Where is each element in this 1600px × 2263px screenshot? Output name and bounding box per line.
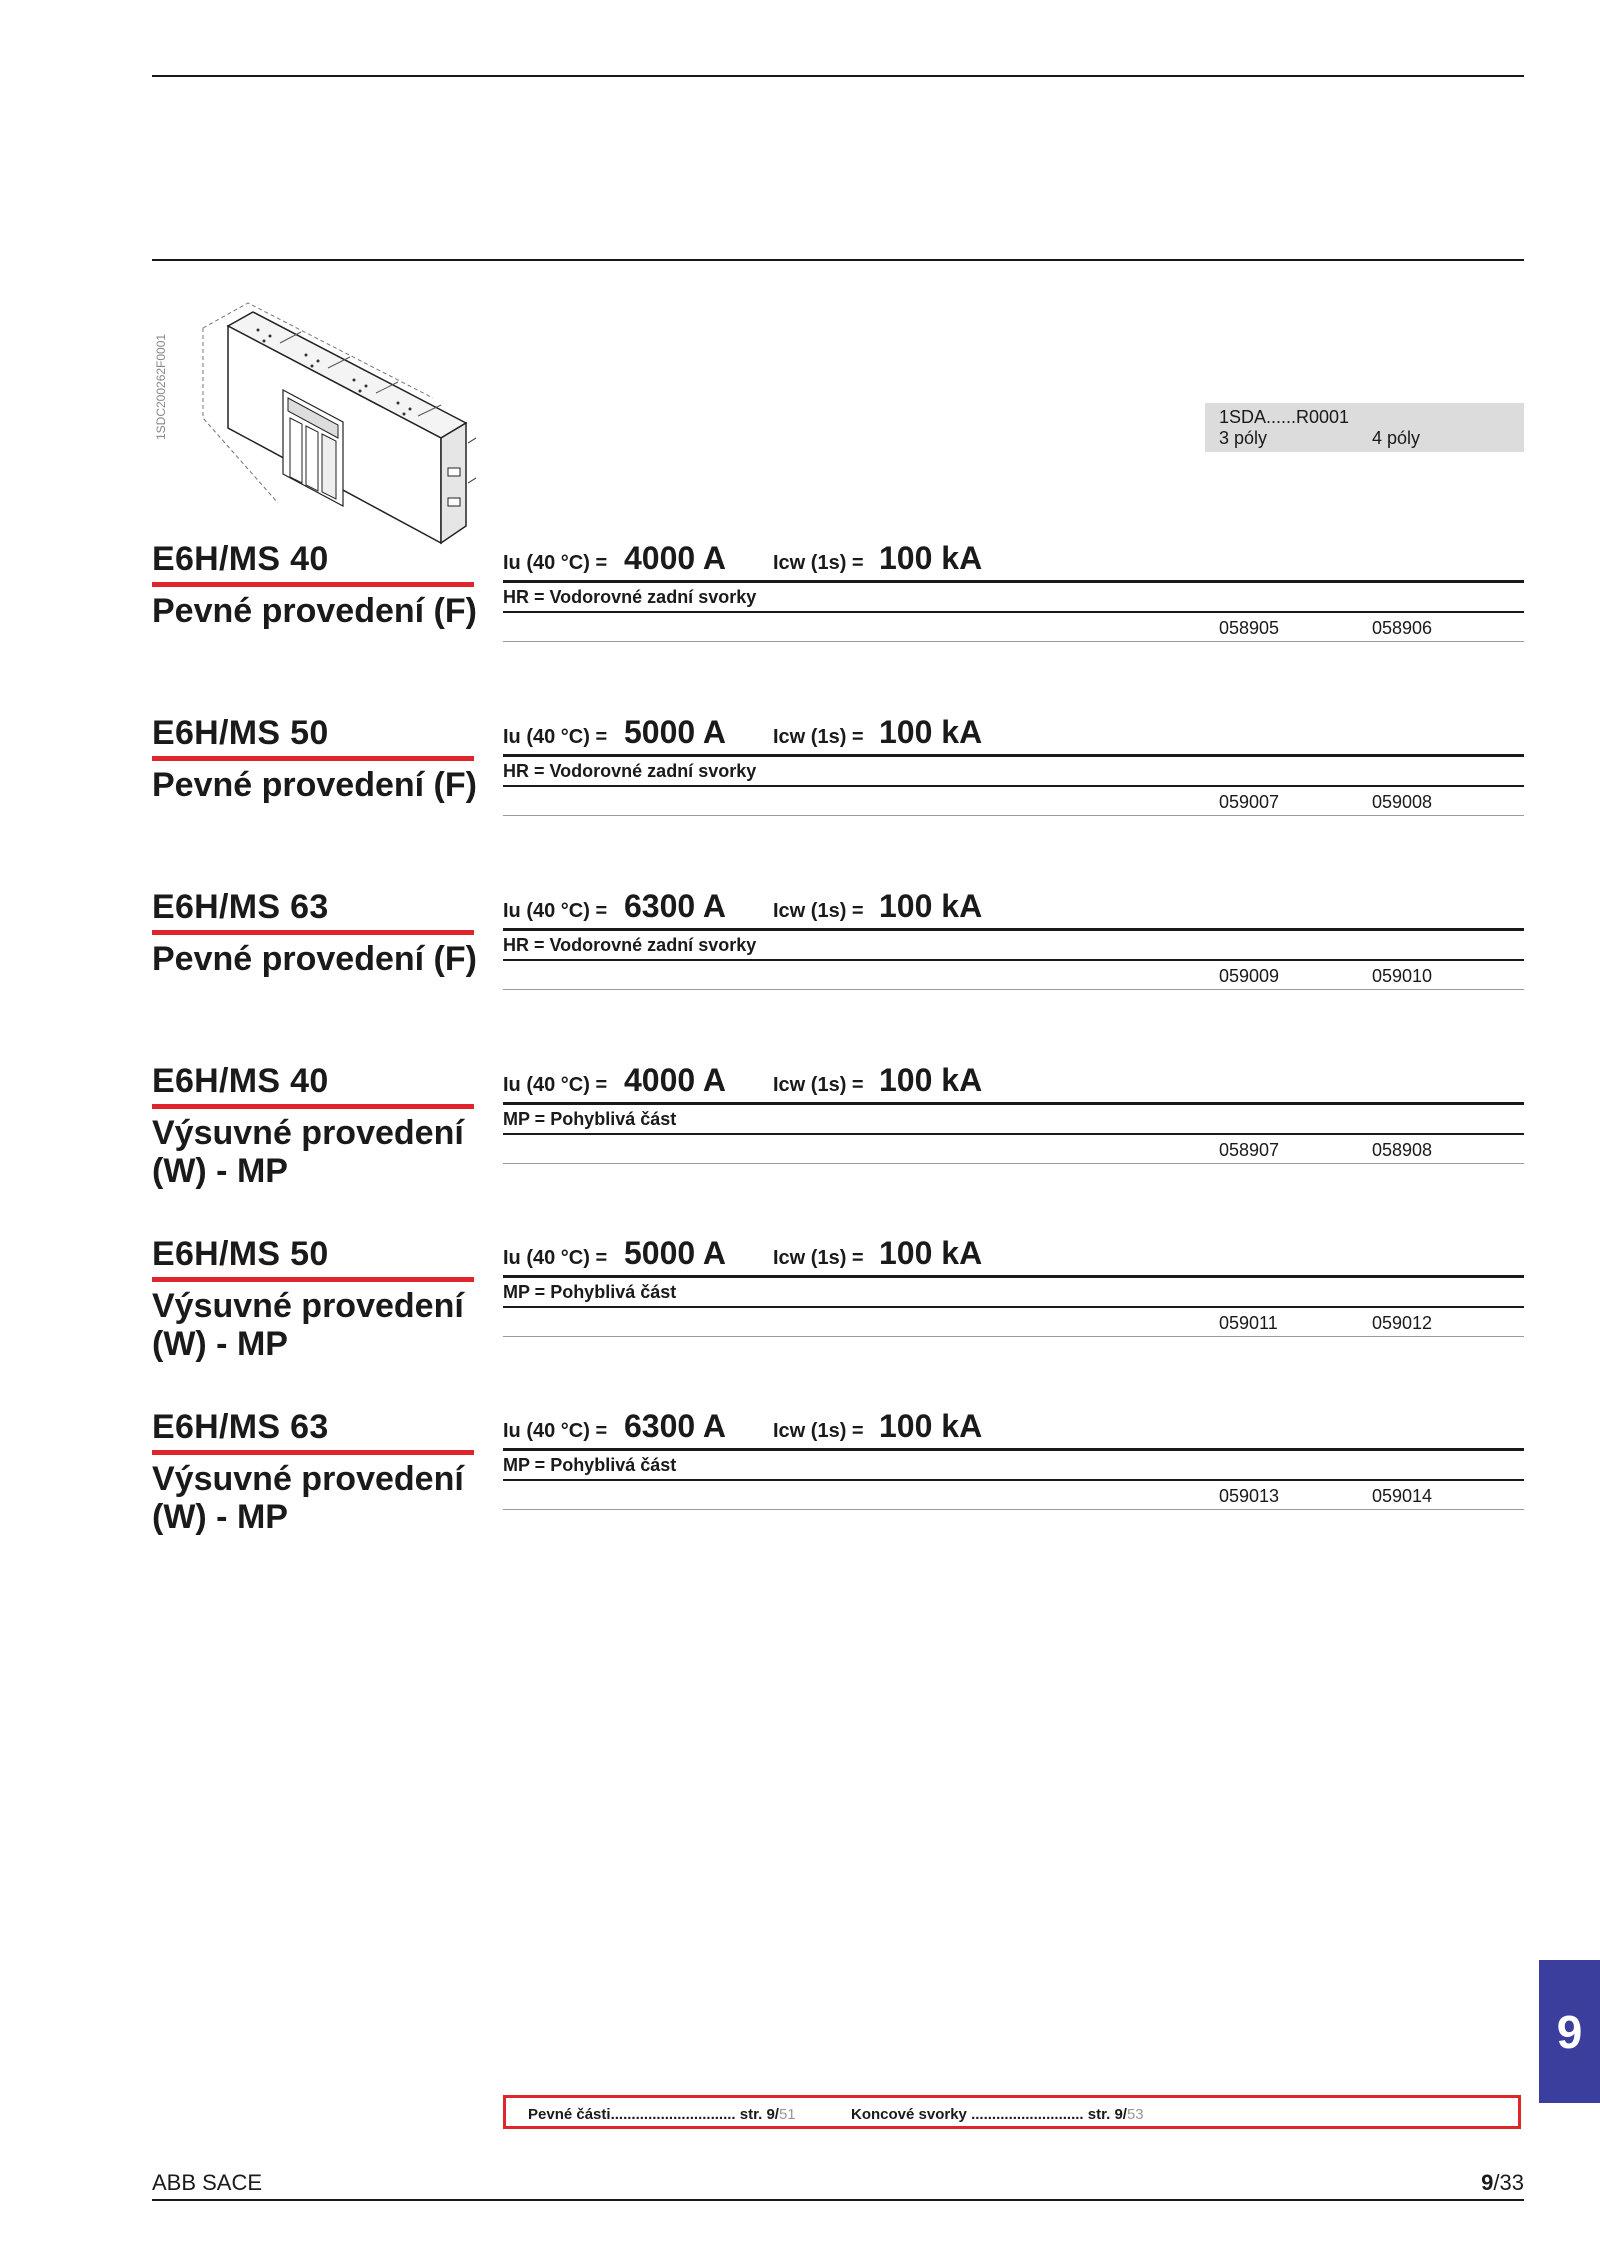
iu-value: 5000 A: [624, 714, 726, 750]
spec-row: [503, 714, 1503, 754]
icw-value: 100 kA: [879, 1062, 983, 1098]
iu-value: 6300 A: [624, 888, 726, 924]
terminal-description: HR = Vodorovné zadní svorky: [503, 587, 757, 607]
iu-label: Iu (40 °C) =: [503, 1247, 608, 1269]
order-code-4p: 059012: [1372, 1313, 1433, 1333]
page-number: 9/33: [1481, 2170, 1524, 2195]
divider: [503, 1448, 1524, 1451]
order-code-3p: 059007: [1219, 792, 1280, 812]
divider: [503, 785, 1524, 787]
chapter-tab[interactable]: 9: [1539, 1960, 1600, 2103]
divider: [503, 1163, 1524, 1164]
column-3-poles: 3 póly: [1219, 428, 1268, 448]
model-name: E6H/MS 50: [152, 714, 329, 752]
breaker-drawing: [198, 298, 478, 550]
iu-label: Iu (40 °C) =: [503, 726, 608, 748]
footer-company: ABB SACE: [152, 2170, 263, 2195]
variant-name: Pevné provedení (F): [152, 592, 477, 630]
order-code-4p: 059010: [1372, 966, 1433, 986]
order-code-3p: 058907: [1219, 1140, 1280, 1160]
spec-row: [503, 888, 1503, 928]
iu-value: 5000 A: [624, 1235, 726, 1271]
order-code-3p: 059009: [1219, 966, 1280, 986]
order-code-header: [1205, 403, 1524, 452]
icw-label: Icw (1s) =: [773, 552, 864, 574]
order-code-prefix: 1SDA......R0001: [1219, 407, 1350, 427]
variant-name: Výsuvné provedení (W) - MP: [152, 1114, 464, 1190]
spec-row: [503, 1235, 1503, 1275]
divider: [503, 1336, 1524, 1337]
order-code-3p: 059013: [1219, 1486, 1280, 1506]
icw-label: Icw (1s) =: [773, 1420, 864, 1442]
terminal-description: MP = Pohyblivá část: [503, 1455, 677, 1475]
iu-value: 4000 A: [624, 540, 726, 576]
reference-fixed-parts[interactable]: Pevné části.............................. str. 9/51: [528, 2106, 796, 2123]
red-underline: [152, 1277, 474, 1282]
variant-name: Výsuvné provedení (W) - MP: [152, 1287, 464, 1363]
terminal-description: HR = Vodorovné zadní svorky: [503, 935, 757, 955]
red-underline: [152, 1104, 474, 1109]
order-code-4p: 058906: [1372, 618, 1433, 638]
iu-label: Iu (40 °C) =: [503, 900, 608, 922]
divider: [503, 815, 1524, 816]
iu-label: Iu (40 °C) =: [503, 552, 608, 574]
model-name: E6H/MS 63: [152, 888, 329, 926]
icw-value: 100 kA: [879, 1408, 983, 1444]
terminal-description: HR = Vodorovné zadní svorky: [503, 761, 757, 781]
section-rule: [152, 259, 1524, 261]
divider: [503, 1102, 1524, 1105]
top-rule: [152, 75, 1524, 77]
variant-name: Pevné provedení (F): [152, 940, 477, 978]
red-underline: [152, 582, 474, 587]
model-name: E6H/MS 40: [152, 540, 329, 578]
cross-reference-box: [503, 2095, 1521, 2129]
divider: [503, 1275, 1524, 1278]
icw-label: Icw (1s) =: [773, 900, 864, 922]
column-4-poles: 4 póly: [1372, 428, 1421, 448]
icw-label: Icw (1s) =: [773, 1074, 864, 1096]
red-underline: [152, 1450, 474, 1455]
divider: [503, 928, 1524, 931]
reference-terminals[interactable]: Koncové svorky ........................... str. 9/53: [851, 2106, 1144, 2123]
red-underline: [152, 756, 474, 761]
terminal-description: MP = Pohyblivá část: [503, 1109, 677, 1129]
variant-name: Pevné provedení (F): [152, 766, 477, 804]
icw-value: 100 kA: [879, 1235, 983, 1271]
model-name: E6H/MS 63: [152, 1408, 329, 1446]
spec-row: [503, 1062, 1503, 1102]
red-underline: [152, 930, 474, 935]
divider: [503, 641, 1524, 642]
order-code-4p: 059008: [1372, 792, 1433, 812]
footer-rule: [152, 2199, 1524, 2201]
terminal-description: MP = Pohyblivá část: [503, 1282, 677, 1302]
icw-value: 100 kA: [879, 714, 983, 750]
spec-row: [503, 1408, 1503, 1448]
icw-label: Icw (1s) =: [773, 1247, 864, 1269]
iu-label: Iu (40 °C) =: [503, 1420, 608, 1442]
divider: [503, 611, 1524, 613]
order-code-4p: 059014: [1372, 1486, 1433, 1506]
divider: [503, 580, 1524, 583]
variant-name: Výsuvné provedení (W) - MP: [152, 1460, 464, 1536]
image-code: 1SDC200262F0001: [154, 333, 168, 440]
order-code-3p: 058905: [1219, 618, 1280, 638]
iu-label: Iu (40 °C) =: [503, 1074, 608, 1096]
icw-value: 100 kA: [879, 540, 983, 576]
divider: [503, 1306, 1524, 1308]
order-code-3p: 059011: [1219, 1313, 1278, 1333]
divider: [503, 1479, 1524, 1481]
icw-label: Icw (1s) =: [773, 726, 864, 748]
divider: [503, 754, 1524, 757]
order-code-4p: 058908: [1372, 1140, 1433, 1160]
iu-value: 6300 A: [624, 1408, 726, 1444]
spec-row: [503, 540, 1503, 580]
model-name: E6H/MS 40: [152, 1062, 329, 1100]
divider: [503, 1133, 1524, 1135]
divider: [503, 959, 1524, 961]
icw-value: 100 kA: [879, 888, 983, 924]
iu-value: 4000 A: [624, 1062, 726, 1098]
divider: [503, 989, 1524, 990]
model-name: E6H/MS 50: [152, 1235, 329, 1273]
divider: [503, 1509, 1524, 1510]
